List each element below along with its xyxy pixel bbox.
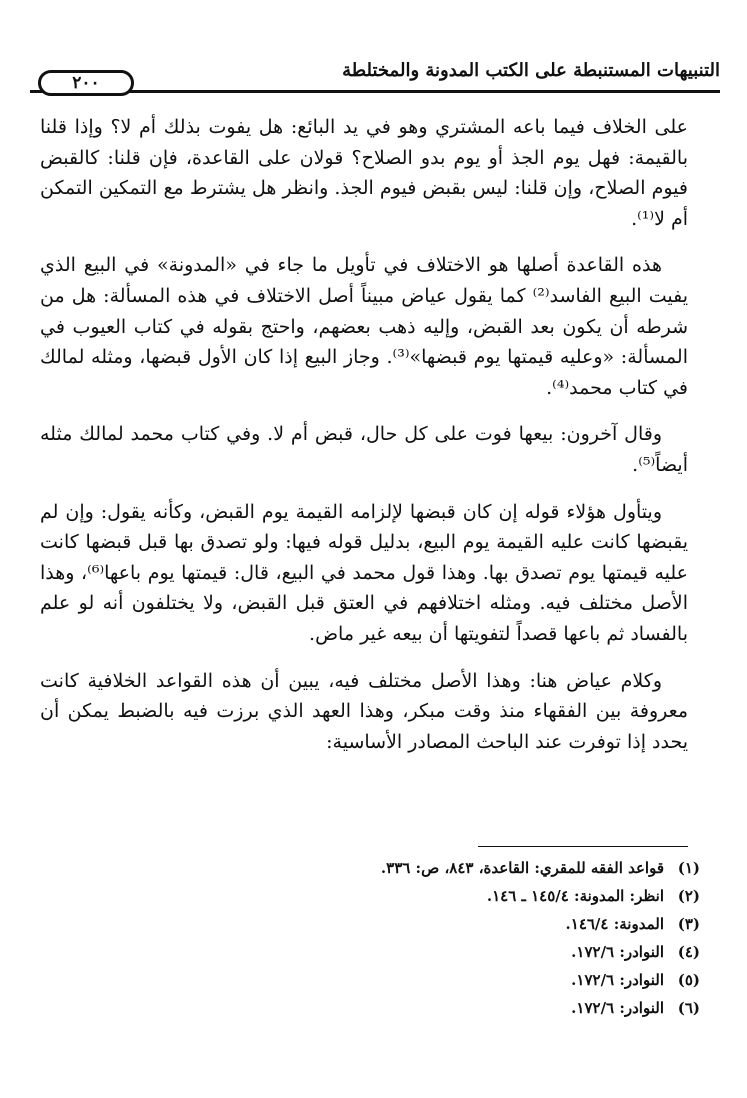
page-number-badge: ٢٠٠ (38, 70, 134, 96)
footnote-number: (٤) (677, 943, 700, 961)
footnote-number: (١) (677, 859, 700, 877)
footnotes (60, 854, 700, 1022)
main-text (40, 112, 688, 757)
footnote-text: النوادر: ١٧٢/٦. (571, 971, 664, 989)
footnote-item (60, 854, 700, 882)
footnote-text: النوادر: ١٧٢/٦. (571, 999, 664, 1017)
footnote-number: (٥) (677, 971, 700, 989)
footnote-item (60, 994, 700, 1022)
footnote-number: (٦) (677, 999, 700, 1017)
footnote-separator (478, 846, 688, 847)
footnote-text: انظر: المدونة: ١٤٥/٤ ـ ١٤٦. (486, 887, 664, 905)
paragraph: وقال آخرون: بيعها فوت على كل حال، قبض أم لا. وفي كتاب محمد لمالك مثله أيضاً⁽⁵⁾. (40, 423, 688, 476)
paragraph: على الخلاف فيما باعه المشتري وهو في يد البائع: هل يفوت بذلك أم لا؟ وإذا قلنا بالقيمة: فهل يوم الجذ أو يوم بدو الصلاح؟ قولان على القاعدة، فإن قلنا: كالقبض فيوم الصلاح، وإن قلنا: ليس بقبض فيوم الجذ. وانظر هل يشترط مع التمكين التمكن أم لا⁽¹⁾. (40, 116, 688, 230)
page-header (30, 52, 720, 98)
header-rule (30, 90, 720, 93)
paragraph: وكلام عياض هنا: وهذا الأصل مختلف فيه، يبين أن هذه القواعد الخلافية كانت معروفة بين الفقهاء منذ وقت مبكر، وهذا العهد الذي برزت فيه بالضبط يمكن أن يحدد إذا توفرت عند الباحث المصادر الأساسية: (40, 669, 688, 753)
footnote-item (60, 938, 700, 966)
footnote-item (60, 882, 700, 910)
footnote-number: (٢) (677, 887, 700, 905)
paragraph: ويتأول هؤلاء قوله إن كان قبضها لإلزامه القيمة يوم القبض، وكأنه يقول: وإن لم يقبضها كانت عليه القيمة يوم البيع، بدليل قوله فيها: ولو تصدق بها قبل قبضها كانت عليه قيمتها يوم تصدق بها. وهذا قول محمد في البيع، قال: قيمتها يوم باعها⁽⁶⁾، وهذا الأصل مختلف فيه. ومثله اختلافهم في العتق قبل القبض، ولا يختلفون أنه لو علم بالفساد ثم باعها قصداً لتفويتها أن بيعه غير ماض. (40, 500, 688, 645)
running-title: التنبيهات المستنبطة على الكتب المدونة والمختلطة (342, 60, 720, 81)
footnote-text: النوادر: ١٧٢/٦. (571, 943, 664, 961)
footnote-text: المدونة: ١٤٦/٤. (565, 915, 664, 933)
footnote-item (60, 966, 700, 994)
footnote-text: قواعد الفقه للمقري: القاعدة، ٨٤٣، ص: ٣٣٦. (380, 859, 664, 877)
footnote-item (60, 910, 700, 938)
footnote-number: (٣) (677, 915, 700, 933)
paragraph: هذه القاعدة أصلها هو الاختلاف في تأويل ما جاء في «المدونة» في البيع الذي يفيت البيع الفاسد⁽²⁾ كما يقول عياض مبيناً أصل الاختلاف في هذه المسألة: هل من شرطه أن يكون بعد القبض، وإليه ذهب بعضهم، واحتج بقوله في كتاب العيوب في المسألة: «وعليه قيمتها يوم قبضها»⁽³⁾. وجاز البيع إذا كان الأول قبضها، ومثله لمالك في كتاب محمد⁽⁴⁾. (40, 254, 688, 399)
